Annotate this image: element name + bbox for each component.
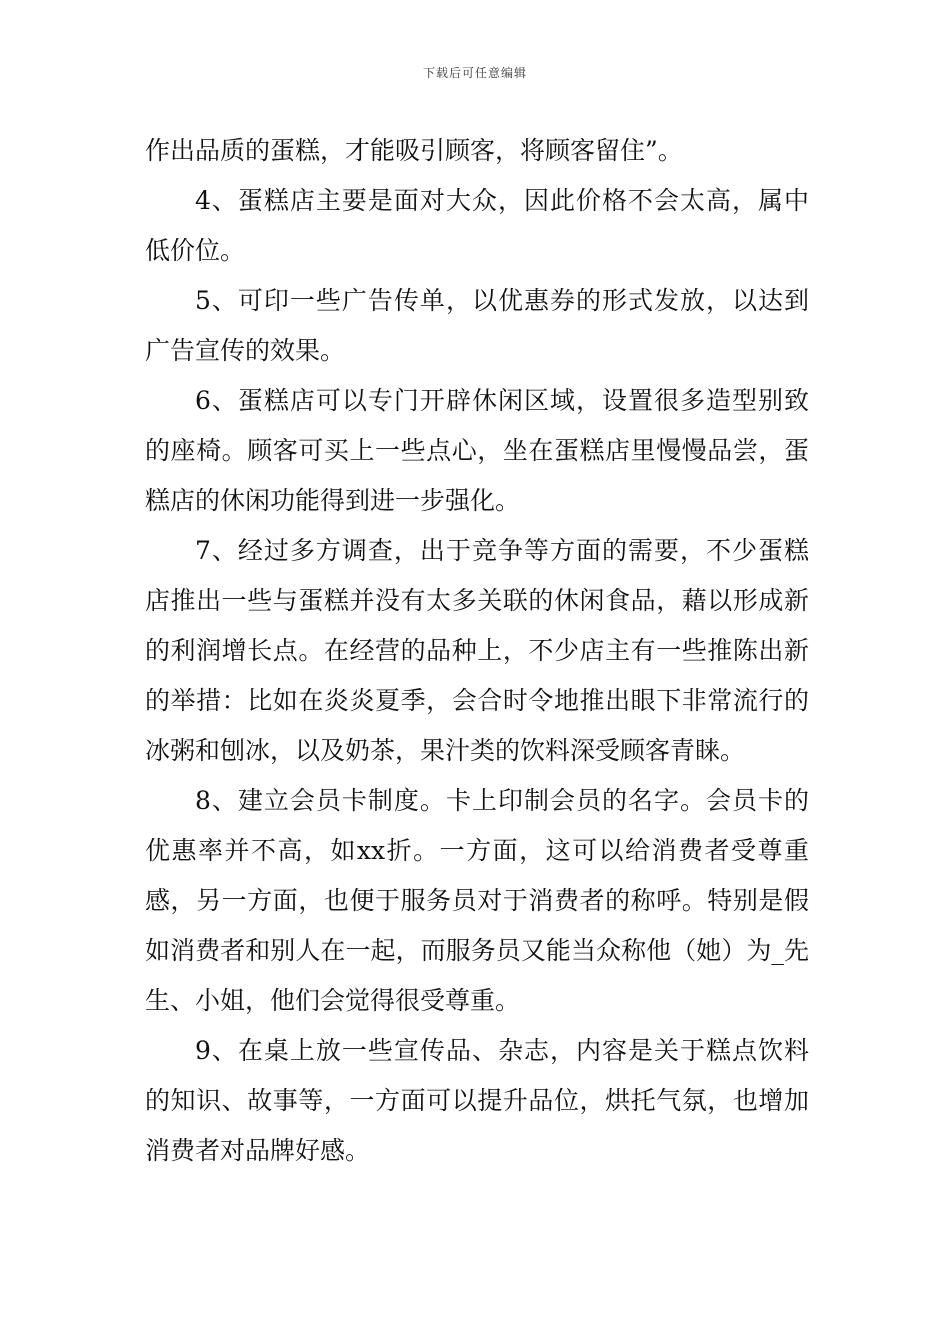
page-header: 下载后可任意编辑	[422, 66, 527, 80]
paragraph-item-9: 9、在桌上放一些宣传品、杂志，内容是关于糕点饮料的知识、故事等，一方面可以提升品位，烘托气氛，也增加消费者对品牌好感。	[145, 1036, 809, 1165]
paragraph-item-8: 8、建立会员卡制度。卡上印制会员的名字。会员卡的优惠率并不高，如xx折。一方面，这可以给消费者受尊重感，另一方面，也便于服务员对于消费者的称呼。特别是假如消费者和别人在一起，而服务员又能当众称他（她）为_先生、小姐，他们会觉得很受尊重。	[145, 786, 809, 1015]
document-body	[145, 126, 809, 1176]
paragraph-item-4: 4、蛋糕店主要是面对大众，因此价格不会太高，属中低价位。	[145, 186, 809, 265]
paragraph-item-7: 7、经过多方调查，出于竞争等方面的需要，不少蛋糕店推出一些与蛋糕并没有太多关联的休闲食品，藉以形成新的利润增长点。在经营的品种上，不少店主有一些推陈出新的举措：比如在炎炎夏季，会合时令地推出眼下非常流行的冰粥和刨冰，以及奶茶，果汁类的饮料深受顾客青睐。	[145, 536, 809, 765]
paragraph-item-5: 5、可印一些广告传单，以优惠券的形式发放，以达到广告宣传的效果。	[145, 286, 809, 365]
paragraph-continuation: 作出品质的蛋糕，才能吸引顾客，将顾客留住”。	[145, 136, 683, 165]
paragraph-item-6: 6、蛋糕店可以专门开辟休闲区域，设置很多造型别致的座椅。顾客可买上一些点心，坐在蛋糕店里慢慢品尝，蛋糕店的休闲功能得到进一步强化。	[145, 386, 809, 515]
